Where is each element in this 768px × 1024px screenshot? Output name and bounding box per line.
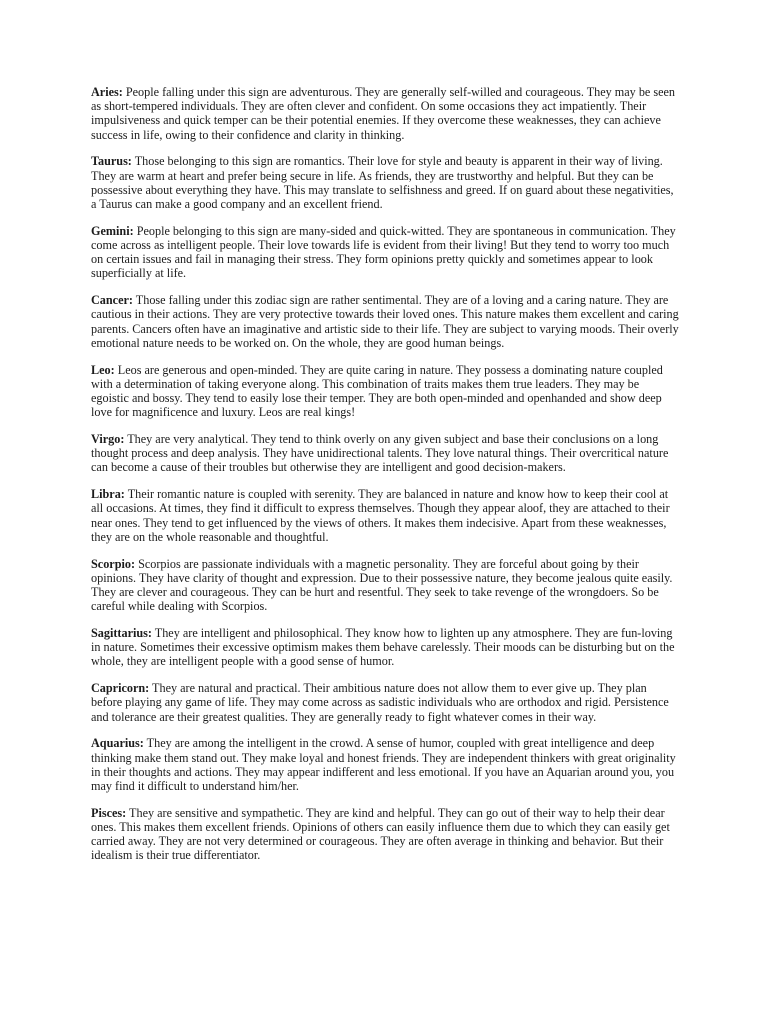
sign-name-sagittarius: Sagittarius: <box>91 626 152 641</box>
sign-description-aquarius: They are among the intelligent in the crowd. A sense of humor, coupled with great intelligence and deep thinking make them stand out. They make loyal and honest friends. They are independent thinkers with great originality in their thoughts and actions. They may appear indifferent and less emotional. If you have an Aquarian around you, you may find it difficult to understand him/her. <box>91 736 676 794</box>
sign-name-aries: Aries: <box>91 85 123 99</box>
sign-description-cancer: Those falling under this zodiac sign are rather sentimental. They are of a loving and a caring nature. They are cautious in their actions. They are very protective towards their loved ones. This nature makes them excellent and caring parents. Cancers often have an imaginative and artistic side to their life. They are subject to varying moods. Their overly emotional nature needs to be worked on. On the whole, they are good human beings. <box>91 293 679 350</box>
sign-name-taurus: Taurus: <box>91 154 132 169</box>
sign-name-aquarius: Aquarius: <box>91 736 144 751</box>
paragraph-aries <box>91 85 680 142</box>
sign-description-libra: Their romantic nature is coupled with serenity. They are balanced in nature and know how to keep their cool at all occasions. At times, they find it difficult to express themselves. Though they appear aloof, they are attached to their near ones. They tend to get influenced by the views of others. It makes them indecisive. Apart from these weaknesses, they are on the whole reasonable and thoughtful. <box>91 487 670 544</box>
sign-name-leo: Leo: <box>91 362 115 377</box>
sign-name-cancer: Cancer: <box>91 293 133 308</box>
paragraph-virgo <box>91 432 680 475</box>
paragraph-pisces <box>91 806 680 863</box>
sign-description-scorpio: Scorpios are passionate individuals with a magnetic personality. They are forceful about going by their opinions. They have clarity of thought and expression. Due to their possessive nature, they become jealous quite easily. They are clever and courageous. They can be hurt and resentful. They seek to take revenge of the wrongdoers. So be careful while dealing with Scorpios. <box>91 556 673 614</box>
paragraph-aquarius <box>91 736 680 793</box>
paragraph-capricorn <box>91 681 680 724</box>
paragraph-scorpio <box>91 557 680 614</box>
sign-name-gemini: Gemini: <box>91 223 134 238</box>
paragraph-cancer <box>91 293 680 350</box>
sign-name-virgo: Virgo: <box>91 432 125 447</box>
sign-name-scorpio: Scorpio: <box>91 556 136 571</box>
sign-description-taurus: Those belonging to this sign are romantics. Their love for style and beauty is apparent in their way of living. They are warm at heart and prefer being secure in life. As friends, they are trustworthy and helpful. But they can be possessive about everything they have. This may translate to selfishness and greed. If on guard about these negativities, a Taurus can make a good company and an excellent friend. <box>91 154 674 212</box>
sign-name-pisces: Pisces: <box>91 805 127 820</box>
sign-description-virgo: They are very analytical. They tend to think overly on any given subject and base their conclusions on a long thought process and deep analysis. They have unidirectional talents. They love natural things. Their overcritical nature can become a cause of their troubles but otherwise they are intelligent and good decision-makers. <box>91 432 669 475</box>
paragraph-leo <box>91 363 680 420</box>
sign-description-leo: Leos are generous and open-minded. They are quite caring in nature. They possess a dominating nature coupled with a determination of taking everyone along. This combination of traits makes them true leaders. They may be egoistic and bossy. They tend to easily lose their temper. They are both open-minded and openhanded and show deep love for magnificence and luxury. Leos are real kings! <box>91 362 663 420</box>
sign-description-gemini: People belonging to this sign are many-sided and quick-witted. They are spontaneous in communication. They come across as intelligent people. Their love towards life is evident from their living! But they tend to worry too much on certain issues and fail in managing their stress. They form opinions pretty quickly and sometimes appear to look superficially at life. <box>91 223 676 281</box>
sign-description-sagittarius: They are intelligent and philosophical. They know how to lighten up any atmosphere. They are fun-loving in nature. Sometimes their excessive optimism makes them behave carelessly. Their moods can be disturbing but on the whole, they are intelligent people with a good sense of humor. <box>91 626 675 669</box>
sign-description-aries: People falling under this sign are adventurous. They are generally self-willed and courageous. They may be seen as short-tempered individuals. They are often clever and confident. On some occasions they act impatiently. Their impulsiveness and quick temper can be their potential enemies. If they overcome these weaknesses, they can achieve success in life, owing to their confidence and clarity in thinking. <box>91 85 676 142</box>
paragraph-sagittarius <box>91 626 680 669</box>
sign-name-libra: Libra: <box>91 487 125 502</box>
paragraph-taurus <box>91 154 680 211</box>
sign-name-capricorn: Capricorn: <box>91 681 150 696</box>
sign-description-pisces: They are sensitive and sympathetic. They are kind and helpful. They can go out of their way to help their dear ones. This makes them excellent friends. Opinions of others can easily influence them due to which they can easily get carried away. They are not very determined or courageous. They are often average in thinking and behavior. But their idealism is their true differentiator. <box>91 805 670 863</box>
paragraph-gemini <box>91 224 680 281</box>
sign-description-capricorn: They are natural and practical. Their ambitious nature does not allow them to ever give up. They plan before playing any game of life. They may come across as sadistic individuals who are orthodox and rigid. Persistence and tolerance are their greatest qualities. They are generally ready to fight whatever comes in their way. <box>91 681 669 724</box>
paragraph-libra <box>91 487 680 544</box>
